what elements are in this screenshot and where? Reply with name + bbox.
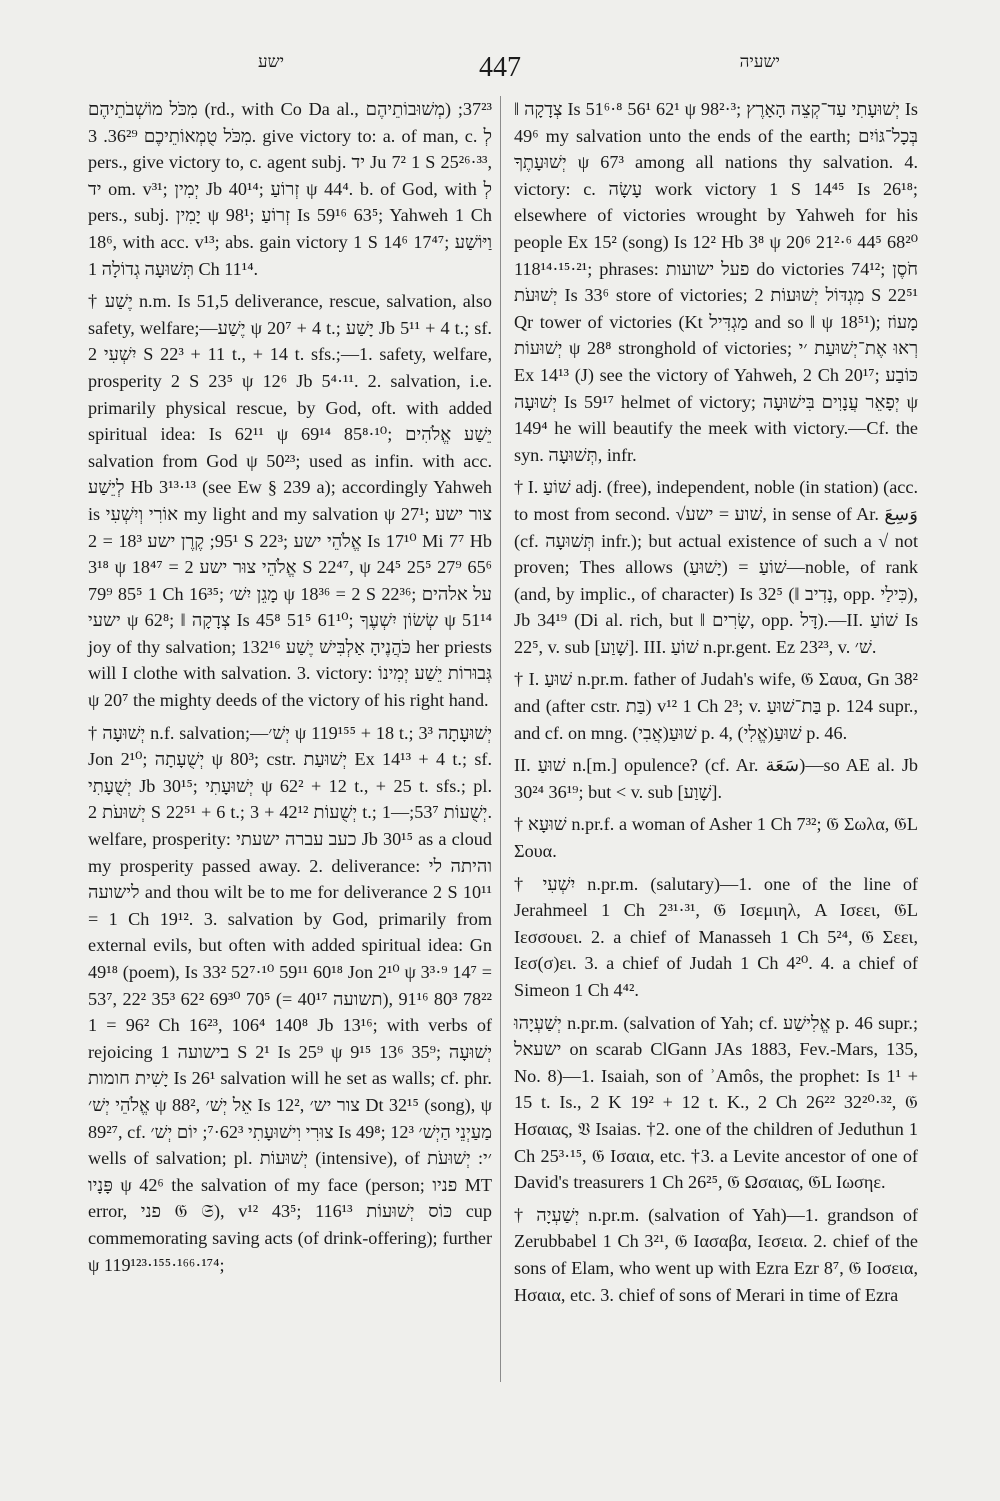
page-number: 447 bbox=[479, 52, 521, 83]
entry-yeshayahu: יְשַׁעְיָהוּ n.pr.m. (salvation of Yah; cf. אֱלִישַׁע p. 46 supr.; ישעאל on scarab ClGann JAs 1883, Fev.-Mars, 135, No. 8)—1. Isaiah, son of ʾAmôs, the prophet: Is 1¹ + 15 t. Is., 2 K 19² + 12 t. K., 2 Ch 26²² 32²⁰·³², 𝔊 Ησαιας, 𝔙 Isaias. †2. one of the children of Jeduthun 1 Ch 25³·¹⁵, 𝔊 Ισαια, etc. †3. a Levite ancestor of one of David's treasurers 1 Ch 26²⁵, 𝔊 Ωσαιας, 𝔊L Ιωσηε. bbox=[514, 1012, 918, 1193]
entry-shoa-adj: † I. שׁוֹעַ adj. (free), independent, noble (in station) (acc. to most from second. √שׁוע = ישע, in sense of Ar. وَسِعَ (cf. תְּשׁוּעָה infr.); but actual existence of such a √ not proven; Thes allows שׁוֹעַ = (יָשׁוּעַ)—noble, of rank (and, by implic., of character) Is 32⁵ (‖ נָדִיב, opp. כִּילַי), Jb 34¹⁹ (Di al. rich, but ‖ שָׂרִים, opp. דָּל).—II. שׁוֹעַ Is 22⁵, v. sub [שָׁוַע]. III. שׁוֹעַ n.pr.gent. Ez 23²³, v. שׁ׳. bbox=[514, 477, 919, 657]
entry-yishi: † יִשְׁעִי n.pr.m. (salutary)—1. one of the line of Jerahmeel 1 Ch 2³¹·³¹, 𝔊 Ισεμιηλ, A Ισεει, 𝔊L Ιεσσουει. 2. a chief of Manasseh 1 Ch 5²⁴, 𝔊 Σεει, Ιεσ(σ)ει. 3. a chief of Judah 1 Ch 4²⁰. 4. a chief of Simeon 1 Ch 4⁴². bbox=[514, 873, 918, 1000]
entry-shua-prf: † שׁוּעָא n.pr.f. a woman of Asher 1 Ch 7³²; 𝔊 Σωλα, 𝔊L Σουα. bbox=[514, 814, 918, 862]
entry-shua-prm: † I. שׁוּעַ n.pr.m. father of Judah's wife, 𝔊 Σαυα, Gn 38² and (after cstr. בַּת) v¹² 1 Ch 2³; v. בַּת־שׁוּעַ p. 124 supr., and cf. on mng. (אֲבִי)שׁוּעַ p. 4, (אֱלִי)שׁוּעַ p. 46. bbox=[514, 669, 919, 743]
entry-yeshuah: † יְשׁוּעָה n.f. salvation;—יְשׁ׳ ψ 119¹⁵⁵ + 18 t.; יְשׁוּעָתָה 3³ Jon 2¹⁰; יְשֻׁעָתָה ψ 80³; cstr. יְשׁוּעַת Ex 14¹³ + 4 t.; sf. יְשֻׁעָתִי Jb 30¹⁵; יְשׁוּעָתִי ψ 62² + 12 t., + 25 t. sfs.; pl. יְשׁוּעֹת 2 S 22⁵¹ + 6 t.; יְשֻׁעוֹת 42¹² + 3 t.; יְשֻׁעוֹת 53⁷;—1. welfare, prosperity: כעב עברה ישעתי Jb 30¹⁵ as a cloud my prosperity passed away. 2. deliverance: והיתה לי לישועה and thou wilt be to me for deliverance 2 S 10¹¹ = 1 Ch 19¹². 3. salvation by God, primarily from external evils, but often with added spiritual idea: Gn 49¹⁸ (poem), Is 33² 52⁷·¹⁰ 59¹¹ 60¹⁸ Jon 2¹⁰ ψ 3³·⁹ 14⁷ = 53⁷, 22² 35³ 62² 69³⁰ 70⁵ (= תשועה 40¹⁷), 78²² 80³ 91¹⁶ 96² = 1 Ch 16²³, 106⁴ 140⁸ Jb 13¹⁶; with verbs of rejoicing בישועה 1 S 2¹ Is 25⁹ ψ 9¹⁵ 13⁶ 35⁹; יְשׁוּעָה יָשִׁית חומות Is 26¹ salvation will he set as walls; cf. phr. אֱלֹהֵי יְשׁ׳ ψ 88², אֵל יְשׁ׳ Is 12², צור יש׳ Dt 32¹⁵ (song), ψ 89²⁷, cf. צוּרִי וִישׁוּעָתִי 62³·⁷; יוֹם יְשׁ׳ Is 49⁸; מַעַיְנֵי הַיְשׁ׳ 12³ wells of salvation; pl. יְשׁוּעוֹת (intensive), of ׳י: יְשׁוּעֹת פָּנָיו ψ 42⁶ the salvation of my face (person; פניו MT error, פני 𝔊 𝔖), v¹² 43⁵; כּוֹס יְשׁוּעוֹת 116¹³ cup commemorating saving acts (of drink-offering); further ψ 119¹²³·¹⁵⁵·¹⁶⁶·¹⁷⁴; bbox=[88, 722, 493, 1275]
left-column bbox=[88, 96, 492, 1278]
entry-yeshayah: † יְשַׁעְיָה n.pr.m. (salvation of Yah)—1. grandson of Zerubbabel 1 Ch 3²¹, 𝔊 Ιασαβα, Ιεσεια. 2. chief of the sons of Elam, who went up with Ezra Ezr 8⁷, 𝔊 Ιοσεια, Ησαια, etc. 3. chief of sons of Merari in time of Ezra bbox=[514, 1204, 918, 1305]
entry-yeshuah-continued: ‖ צְדָקָה Is 51⁶·⁸ 56¹ 62¹ ψ 98²·³; יְשׁוּעָתִי עַד־קְצֵה הָאָרֶץ Is 49⁶ my salvation unto the ends of the earth; בְּכָל־גּוֹיִם יְשׁוּעָתֶךָ ψ 67³ among all nations thy salvation. 4. victory: c. עָשָׂה work victory 1 S 14⁴⁵ Is 26¹⁸; elsewhere of victories wrought by Yahweh for his people Ex 15² (song) Is 12² Hb 3⁸ ψ 20⁶ 21²·⁶ 44⁵ 68²⁰ 118¹⁴·¹⁵·²¹; phrases: פעל ישועות do victories 74¹²; חֹסֶן יְשׁוּעֹת Is 33⁶ store of victories; מִגְדּוֹל יְשׁוּעוֹת 2 S 22⁵¹ Qr tower of victories (Kt מַגְדִּיל and so ‖ ψ 18⁵¹); מָעוֹז יְשׁוּעוֹת ψ 28⁸ stronghold of victories; רְאוּ אֶת־יְשׁוּעַת ׳י Ex 14¹³ (J) see the victory of Yahweh, 2 Ch 20¹⁷; כּוֹבַע יְשׁוּעָה Is 59¹⁷ helmet of victory; יְפָאֵר עֲנָוִים בִּישׁוּעָה ψ 149⁴ he will beautify the meek with victory.—Cf. the syn. תְּשׁוּעָה, infr. bbox=[514, 99, 919, 465]
running-head-left: ישע bbox=[258, 52, 285, 72]
running-head-right: ישעיה bbox=[739, 52, 780, 72]
column-divider bbox=[500, 96, 501, 1382]
entry-shua-noun: II. שׁוּעַ n.[m.] opulence? (cf. Ar. سَعَة)—so AE al. Jb 30²⁴ 36¹⁹; but < v. sub [שָׁוַע]. bbox=[514, 755, 918, 802]
page-header bbox=[90, 52, 910, 96]
entry-continuation-yasha: מִכֹּל מוֹשְׁבֹתֵיהֶם (rd., with Co Da al., מְשׁוּבוֹתֵיהֶם) 37²³; מִכֹּל טֻמְאוֹתֵיכֶם 36²⁹. 3. give victory to: a. of man, c. לְ pers., give victory to, c. agent subj. יד Ju 7² 1 S 25²⁶·³³, יד om. v³¹; יְמִין Jb 40¹⁴; זְרוֹעַ ψ 44⁴. b. of God, with לְ pers., subj. יָמִין ψ 98¹; זְרוֹעַ Is 59¹⁶ 63⁵; Yahweh 1 Ch 18⁶, with acc. v¹³; abs. gain victory 1 S 14⁶ 17⁴⁷; וַיּוֹשַׁע תְּשׁוּעָה גְדוֹלָה 1 Ch 11¹⁴. bbox=[88, 99, 493, 279]
right-column bbox=[514, 96, 918, 1308]
entry-yesha: † יֶשַׁע n.m. Is 51,5 deliverance, rescue, salvation, also safety, welfare;—יֶשַׁע ψ 20⁷ + 4 t.; יָשַׁע Jb 5¹¹ + 4 t.; sf. יִשְׁעִי 2 S 22³ + 11 t., + 14 t. sfs.;—1. safety, welfare, prosperity 2 S 23⁵ ψ 12⁶ Jb 5⁴·¹¹. 2. salvation, i.e. primarily physical rescue, by God, oft. with added spiritual idea: Is 62¹¹ ψ 69¹⁴ 85⁸·¹⁰; יֵשַׁע אֱלֹהִים salvation from God ψ 50²³; used as infin. with acc. לְיֵשַׁע Hb 3¹³·¹³ (see Ew § 239 a); accordingly Yahweh is אוֹרִי וְיִשְׁעִי my light and my salvation ψ 27¹; צור ישע 95¹; קֶרֶן ישע 18³ = 2 S 22³; אֱלֹהֵי ישע Is 17¹⁰ Mi 7⁷ Hb 3¹⁸ ψ 18⁴⁷ = אֱלֹהֵי צוּר ישע 2 S 22⁴⁷, ψ 24⁵ 25⁵ 27⁹ 65⁶ 79⁹ 85⁵ 1 Ch 16³⁵; מָגֵן יִשׁ׳ ψ 18³⁶ = 2 S 22³⁶; על אלהים ישעי ψ 62⁸; ‖ צְדָקָה Is 45⁸ 51⁵ 61¹⁰; שְׂשׂוֹן יִשְׁעֶךָ ψ 51¹⁴ joy of thy salvation; כֹּהֲנֶיהָ אַלְבִּישׁ יֶשַׁע 132¹⁶ her priests will I clothe with salvation. 3. victory: גְּבוּרוֹת יֵשַׁע יְמִינוֹ ψ 20⁷ the mighty deeds of the victory of his right hand. bbox=[88, 291, 493, 711]
